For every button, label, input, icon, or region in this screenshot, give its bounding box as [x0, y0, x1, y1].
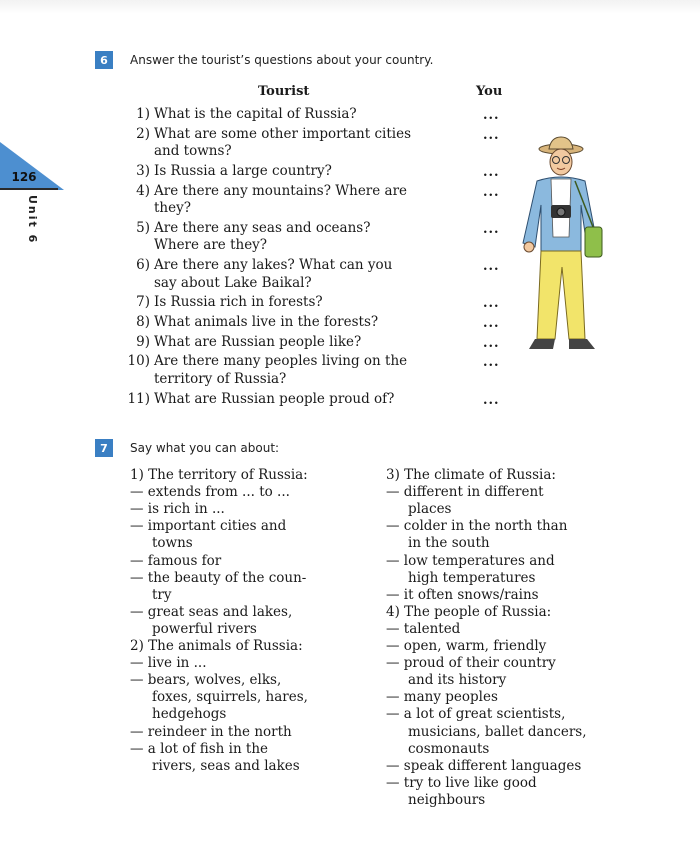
topic-point: — try to live like good: [386, 774, 537, 791]
side-tab-rule: [0, 188, 58, 190]
topic-point: — low temperatures and: [386, 552, 555, 569]
topic-heading: 4) The people of Russia:: [386, 603, 552, 620]
tourist-illustration: [515, 135, 607, 360]
topic-point: places: [408, 501, 452, 518]
answer-placeholder: ...: [483, 392, 500, 408]
answer-placeholder: ...: [483, 127, 500, 143]
page-top-shade: [0, 0, 700, 14]
question-number: 5): [136, 219, 150, 236]
question-text: What are Russian people like?: [154, 333, 362, 350]
topic-point: — extends from ... to ...: [130, 484, 290, 501]
question-number: 2): [136, 125, 150, 142]
topic-point: — a lot of great scientists,: [386, 706, 566, 723]
topic-point: — important cities and: [130, 518, 287, 535]
topic-point: foxes, squirrels, hares,: [152, 689, 308, 706]
question-text: Are there many peoples living on the: [154, 353, 408, 370]
question-number: 9): [136, 333, 150, 350]
question-number: 10): [127, 353, 150, 370]
question-text: territory of Russia?: [154, 370, 287, 387]
question-text: What are Russian people proud of?: [154, 390, 395, 407]
question-text: Are there any lakes? What can you: [154, 257, 393, 273]
topic-point: high temperatures: [408, 569, 536, 586]
answer-placeholder: ...: [483, 259, 500, 274]
question-text: Are there any seas and oceans?: [154, 219, 371, 236]
topic-point: — proud of their country: [386, 655, 556, 672]
question-text: Is Russia rich in forests?: [154, 294, 323, 311]
question-text: What are some other important cities: [154, 125, 412, 142]
answer-placeholder: ...: [483, 296, 500, 312]
topic-heading: 2) The animals of Russia:: [130, 638, 303, 654]
question-number: 1): [136, 106, 150, 122]
topic-point: and its history: [408, 672, 507, 689]
topic-point: musicians, ballet dancers,: [408, 723, 587, 740]
topic-point: — colder in the north than: [386, 518, 568, 535]
answer-placeholder: ...: [483, 221, 500, 237]
answer-placeholder: ...: [483, 184, 500, 200]
question-text: Where are they?: [154, 237, 268, 254]
topic-heading: 1) The territory of Russia:: [130, 467, 308, 483]
exercise-7-instruction: Say what you can about:: [130, 441, 280, 455]
topic-point: — different in different: [386, 484, 544, 501]
topic-point: — great seas and lakes,: [130, 603, 293, 620]
column-you-heading: You: [476, 84, 503, 99]
question-text: What is the capital of Russia?: [154, 106, 357, 122]
question-number: 4): [136, 182, 150, 199]
question-text: say about Lake Baikal?: [154, 274, 312, 291]
answer-placeholder: ...: [483, 108, 500, 123]
topic-point: — famous for: [130, 552, 222, 569]
topic-point: — speak different languages: [386, 757, 582, 774]
topic-point: towns: [152, 535, 193, 552]
exercise-6-number: 6: [95, 51, 113, 69]
question-number: 8): [136, 313, 150, 330]
page-number: 126: [11, 170, 37, 184]
question-text: Is Russia a large country?: [154, 162, 332, 179]
topic-point: in the south: [408, 535, 490, 552]
question-text: What animals live in the forests?: [154, 313, 379, 330]
question-text: they?: [154, 200, 191, 217]
topic-point: — the beauty of the coun-: [130, 569, 307, 586]
topic-point: hedgehogs: [152, 706, 227, 723]
answer-placeholder: ...: [483, 164, 500, 180]
answer-placeholder: ...: [483, 335, 500, 351]
topic-point: neighbours: [408, 791, 486, 808]
answer-placeholder: ...: [483, 315, 500, 331]
question-text: Are there any mountains? Where are: [154, 182, 408, 199]
topic-heading: 3) The climate of Russia:: [386, 467, 556, 483]
topic-point: — many peoples: [386, 689, 498, 706]
question-number: 6): [136, 257, 150, 273]
question-number: 11): [127, 390, 150, 407]
exercise-6-instruction: Answer the tourist’s questions about your country.: [130, 53, 434, 67]
topic-point: cosmonauts: [408, 740, 490, 757]
topic-point: try: [152, 586, 172, 603]
topic-point: — is rich in ...: [130, 501, 225, 518]
topic-point: — live in ...: [130, 655, 207, 672]
topic-point: — open, warm, friendly: [386, 638, 547, 654]
topic-point: — a lot of fish in the: [130, 740, 269, 757]
question-number: 3): [136, 162, 150, 179]
column-tourist-heading: Tourist: [258, 84, 310, 99]
topic-point: rivers, seas and lakes: [152, 757, 300, 774]
question-text: and towns?: [154, 143, 232, 160]
unit-label: Unit 6: [26, 195, 39, 245]
exercise-7-number: 7: [95, 439, 113, 457]
topic-point: — it often snows/rains: [386, 586, 539, 603]
answer-placeholder: ...: [483, 355, 500, 371]
topic-point: — bears, wolves, elks,: [130, 672, 282, 689]
topic-point: — talented: [386, 620, 461, 637]
question-number: 7): [136, 294, 150, 311]
topic-point: — reindeer in the north: [130, 723, 292, 740]
topic-point: powerful rivers: [152, 620, 257, 637]
